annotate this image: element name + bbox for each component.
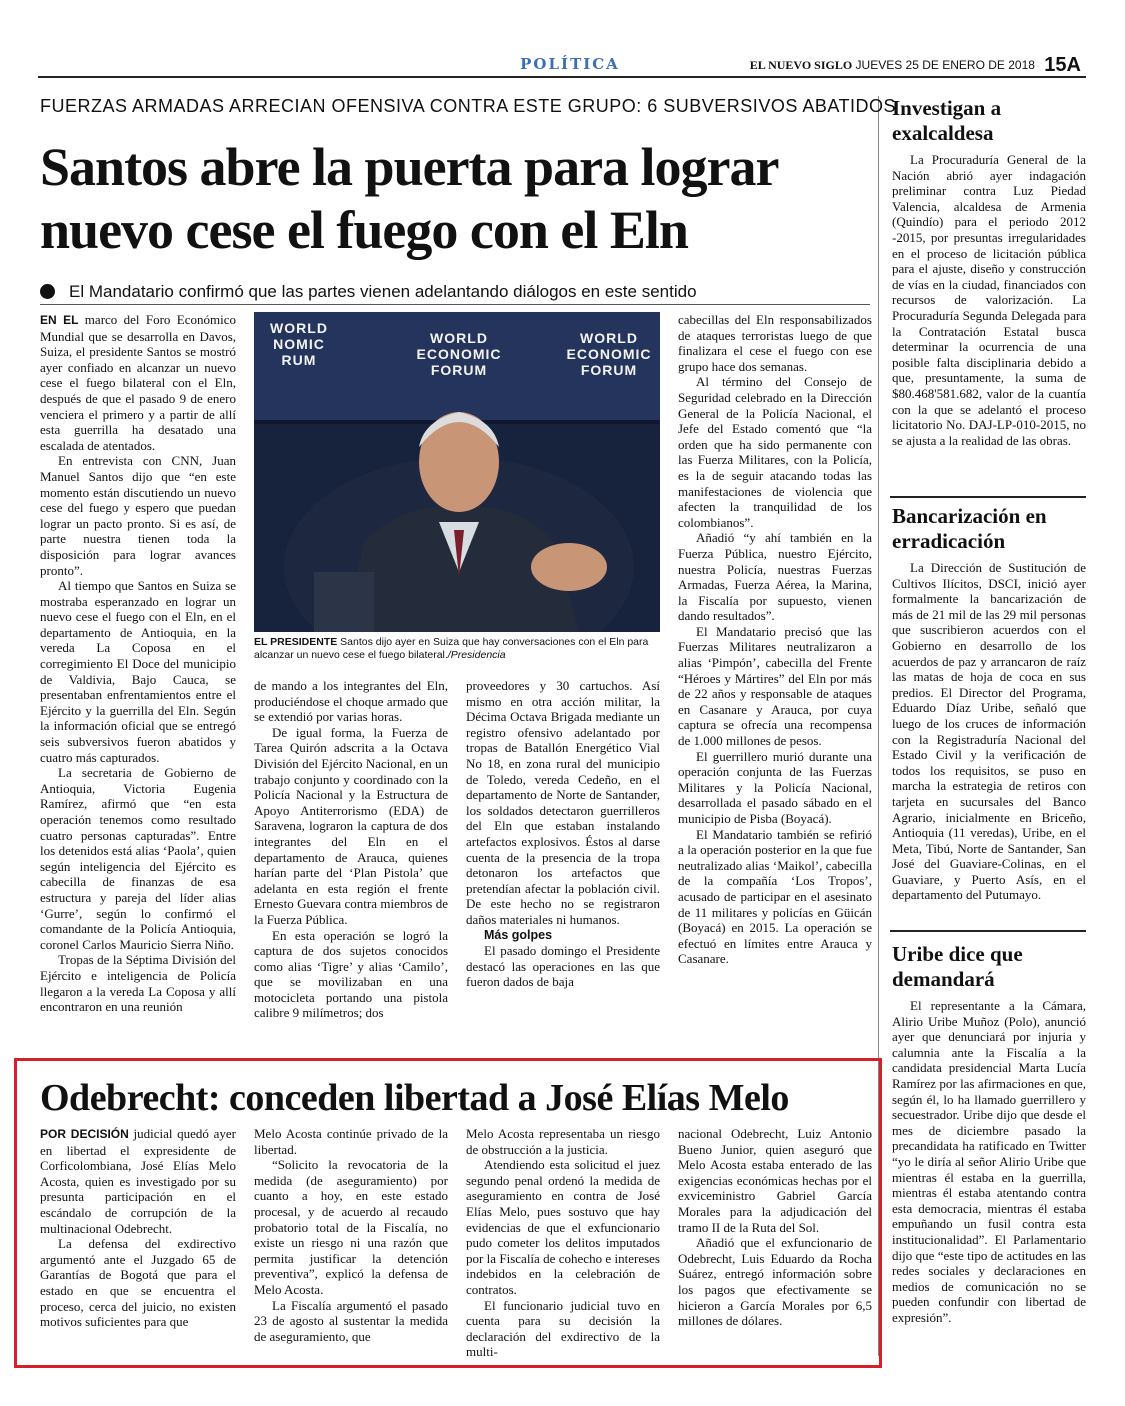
paragraph: Al término del Consejo de Seguridad celebrado en la Dirección General de la Policía Nacional, el Jefe del Estado comentó que “la orden que ha sido permanente con las Fuerza Militares, con la Policía, es la de seguir atacando todas las manifestaciones de violencia que afecten la tranquilidad de los colombianos”.	[678, 374, 872, 530]
section-label: POLÍTICA	[520, 55, 620, 73]
article-column-2	[254, 678, 448, 1021]
photo-credit: /Presidencia	[447, 649, 506, 661]
deck-text: El Mandatario confirmó que las partes vienen adelantando diálogos en este sentido	[69, 282, 697, 301]
paragraph: El representante a la Cámara, Alirio Uribe Muñoz (Polo), anunció ayer que denunciará por injuria y calumnia ante la Fiscalía a la candidata presidencial Marta Lucía Ramírez por las afirmaciones en que, según él, lo ha llamado guerrillero y secuestrador. Uribe dijo que desde el mes de diciembre pasado la precandidata ha ratificado en Twitter “yo le diría al señor Alirio Uribe que mientras él estaba en la guerrilla, mientras él estaba atentando contra esta democracia, mientras él estaba empuñando un fusil contra esta institucionalidad”. El Parlamentario dijo que “este tipo de actitudes en las redes sociales y declaraciones en medios de comunicación no se pueden confundir con libertad de expresión”.	[892, 998, 1086, 1325]
photo-banner-text: WORLD ECONOMIC FORUM	[566, 330, 652, 378]
odebrecht-column-3	[466, 1126, 660, 1360]
paragraph: cabecillas del Eln responsabilizados de ataques terroristas luego de que finalizara el cese el fuego con ese grupo hace dos semanas.	[678, 312, 872, 374]
paragraph: La defensa del exdirectivo argumentó ante el Juzgado 65 de Garantías de Bogotá que para el estado en que se encuentra el proceso, cerca del juicio, no existen motivos suficientes para que	[40, 1236, 236, 1330]
lead-in: EN EL	[40, 313, 79, 327]
paragraph: La Fiscalía argumentó el pasado 23 de agosto al sustentar la medida de aseguramiento, que	[254, 1297, 448, 1344]
bullet-icon	[40, 284, 55, 299]
paragraph: La secretaria de Gobierno de Antioquia, Victoria Eugenia Ramírez, afirmó que “en esta operación tenemos como resultado cuatro personas capturadas”. Entre los detenidos está alias ‘Paola’, quien según inteligencia del Ejército es cabecilla de finanzas de esa estructura y pareja del líder alias ‘Gurre’, según lo confirmó el comandante de la Policía Antioquia, coronel Carlos Mauricio Sierra Niño.	[40, 765, 236, 952]
sidebar-title: Bancarización en erradicación	[892, 504, 1047, 553]
sidebar-item-3	[892, 998, 1086, 1325]
sidebar-rule	[890, 930, 1086, 932]
article-column-4	[678, 312, 872, 967]
sidebar-title: Investigan a exalcaldesa	[892, 96, 1002, 145]
article-column-1	[40, 312, 236, 1015]
deck-rule	[40, 304, 870, 305]
sidebar-item-2	[892, 560, 1086, 903]
odebrecht-column-1	[40, 1126, 236, 1330]
paragraph: proveedores y 30 cartuchos. Así mismo en otra acción militar, la Décima Octava Brigada mediante un registro ofensivo adelantado por tropas de Batallón Energético Vial No 18, en zona rural del municipio de Toledo, vereda Cedeño, en el departamento de Norte de Santander, los soldados detectaron guerrilleros del Eln que estaban instalando artefactos explosivos. Éstos al darse cuenta de la presencia de la tropa detonaron los artefactos que pretendían afectar la población civil. De este hecho no se registraron daños materiales ni humanos.	[466, 678, 660, 927]
masthead	[750, 54, 1081, 77]
paragraph: Tropas de la Séptima División del Ejército e inteligencia de Policía llegaron a la vereda La Coposa y allí encontraron en una reunión	[40, 952, 236, 1015]
subhead: Más golpes	[484, 927, 553, 942]
article-column-3	[466, 678, 660, 990]
paragraph: El guerrillero murió durante una operación conjunta de las Fuerzas Militares y la Policía Nacional, desarrollada el pasado sábado en el municipio de Pisba (Boyacá).	[678, 748, 872, 826]
paragraph: La Procuraduría General de la Nación abrió ayer indagación preliminar contra Luz Piedad Valencia, alcaldesa de Armenia (Quindío) para el periodo 2012 -2015, por presuntas irregularidades en el proceso de licitación pública para el ajuste, diseño y construcción de vías en la ciudad, financiados con recursos de valorización. La Procuraduría Segunda Delegada para la Contratación Estatal busca determinar la ocurrencia de una posible falta disciplinaria debido a que, presuntamente, la suma de $80.468'581.682, valor de la cuantía con la que se adelantó el proceso licitatorio No. DAJ-LP-010-2015, no se ajusta a la realidad de las obras.	[892, 152, 1086, 448]
photo-caption: EL PRESIDENTE Santos dijo ayer en Suiza que hay conversaciones con el Eln para alcanzar un nuevo cese el fuego bilateral./Presidencia	[254, 636, 649, 661]
paragraph: “Solicito la revocatoria de la medida (de aseguramiento) por cuanto a hoy, en este estado procesal, y de acuerdo al recaudo probatorio total de la Fiscalía, no existe un riesgo ni una razón que permita justificar la detención preventiva”, explicó la defensa de Melo Acosta.	[254, 1157, 448, 1297]
paragraph: La Dirección de Sustitución de Cultivos Ilícitos, DSCI, inició ayer formalmente la bancarización de más de 21 mil de las 29 mil personas que suscribieron acuerdos con el Gobierno en desarrollo de los acuerdos de paz y arrancaron de raíz las matas de hoja de coca en sus predios. El Director del Programa, Eduardo Díaz Uribe, señaló que luego de los cruces de información con la Registraduría Nacional del Estado Civil y la verificación de todos los requisitos, se puso en marcha la estrategia de retiros con tarjeta en sucursales del Banco Agrario, inicialmente en Briceño, Antioquia (11 veredas), Uribe, en el Meta, Tibú, Norte de Santander, San José del Guaviare-Colinas, en el Guaviare, y Puerto Asís, en el departamento del Putumayo.	[892, 560, 1086, 903]
article-headline: Santos abre la puerta para lograr nuevo cese el fuego con el Eln	[40, 137, 778, 260]
paragraph: En entrevista con CNN, Juan Manuel Santos dijo que “en este momento están discutiendo un nuevo cese del fuego y espero que puedan lograr un pacto pronto. Si es así, de parte nuestra tienen toda la disposición para lograr avances pronto”.	[40, 453, 236, 578]
sidebar-title: Uribe dice que demandará	[892, 942, 1023, 991]
article-photo	[254, 312, 660, 632]
paragraph: El pasado domingo el Presidente destacó las operaciones en las que fueron dados de baja	[466, 943, 660, 990]
sidebar-item-1	[892, 152, 1086, 448]
odebrecht-headline: Odebrecht: conceden libertad a José Elías Melo	[40, 1077, 789, 1119]
issue-date: JUEVES 25 DE ENERO DE 2018	[855, 58, 1035, 72]
paragraph: nacional Odebrecht, Luiz Antonio Bueno Junior, quien aseguró que Melo Acosta estaba enterado de las exigencias económicas hechas por el exviceministro Gabriel García Morales para la adjudicación del tramo II de la Ruta del Sol.	[678, 1126, 872, 1235]
odebrecht-column-2	[254, 1126, 448, 1344]
article-deck	[40, 282, 870, 302]
page-number: 15A	[1044, 54, 1081, 76]
paragraph: Atendiendo esta solicitud el juez segundo penal ordenó la medida de aseguramiento en contra de José Elías Melo, pues sostuvo que hay evidencias de que el exfuncionario pudo cometer los delitos imputados por la Fiscalía de cohecho e intereses indebidos en la celebración de contratos.	[466, 1157, 660, 1297]
paragraph: El Mandatario también se refirió a la operación posterior en la que fue neutralizado alias ‘Maikol’, cabecilla de la compañía ‘Los Tropos’, acusado de participar en el asesinato de 11 militares y policías en Güicán (Boyacá) en 2015. La operación se efectuó en límites entre Arauca y Casanare.	[678, 826, 872, 967]
sidebar-rule	[890, 496, 1086, 498]
odebrecht-column-4	[678, 1126, 872, 1329]
photo-banner-text: WORLD NOMIC RUM	[270, 320, 328, 368]
paragraph: Melo Acosta continúe privado de la libertad.	[254, 1126, 448, 1157]
newspaper-name: EL NUEVO SIGLO	[749, 58, 853, 72]
paragraph: El funcionario judicial tuvo en cuenta para su decisión la declaración del exdirectivo de la multi-	[466, 1297, 660, 1360]
photo-banner-text: WORLD ECONOMIC FORUM	[416, 330, 502, 378]
paragraph: Al tiempo que Santos en Suiza se mostraba esperanzado en lograr un nuevo cese el fuego con el Eln, en el departamento de Antioquia, en la vereda La Coposa en el corregimiento El Doce del municipio de Valdivia, Bajo Cauca, se presentaban enfrentamientos entre el Ejército y la guerrilla del Eln. Según la información oficial que se entregó seis subversivos fueron abatidos y cuatro más capturados.	[40, 578, 236, 765]
lead-in: POR DECISIÓN	[40, 1127, 129, 1141]
header-rule	[38, 76, 1086, 78]
paragraph: En esta operación se logró la captura de dos sujetos conocidos como alias ‘Tigre’ y alias ‘Camilo’, que se movilizaban en una motocicleta portando una pistola calibre 9 milímetros; dos	[254, 927, 448, 1021]
paragraph: Melo Acosta representaba un riesgo de obstrucción a la justicia.	[466, 1126, 660, 1157]
paragraph: EN EL marco del Foro Económico Mundial que se desarrolla en Davos, Suiza, el presidente Santos se mostró ayer confiado en alcanzar un nuevo cese el fuego bilateral con el Eln, después de que el pasado 9 de enero venciera el primero y a partir de allí esta guerrilla ha desatado una escalada de atentados.	[40, 312, 236, 453]
article-kicker: FUERZAS ARMADAS ARRECIAN OFENSIVA CONTRA ESTE GRUPO: 6 SUBVERSIVOS ABATIDOS	[40, 96, 897, 116]
paragraph: POR DECISIÓN judicial quedó ayer en libertad el expresidente de Corficolombiana, José Elías Melo Acosta, quien es investigado por su presunta participación en el escándalo de corrupción de la multinacional Odebrecht.	[40, 1126, 236, 1236]
paragraph: Añadió que el exfuncionario de Odebrecht, Luis Eduardo da Rocha Suárez, entregó información sobre los pagos que efectivamente se hicieron a García Morales por 6,5 millones de dólares.	[678, 1235, 872, 1329]
caption-lead: EL PRESIDENTE	[254, 636, 338, 648]
paragraph: de mando a los integrantes del Eln, produciéndose el choque armado que se extendió por varias horas.	[254, 678, 448, 725]
paragraph: De igual forma, la Fuerza de Tarea Quirón adscrita a la Octava División del Ejército Nacional, en un trabajo conjunto y coordinado con la Policía Nacional y la Estructura de Apoyo Antiterrorismo (EDA) de Saravena, lograron la captura de dos integrantes del Eln en el departamento de Arauca, quienes harían parte del ‘Plan Pistola’ que adelanta en esta región el frente Ernesto Guevara contra miembros de la Fuerza Pública.	[254, 724, 448, 927]
paragraph: El Mandatario precisó que las Fuerzas Militares neutralizaron a alias ‘Pimpón’, cabecilla del Frente “Héroes y Mártires” del Eln por más de 22 años y responsable de ataques en Casanare y Arauca, por cuya captura se ofrecía una recompensa de 1.000 millones de pesos.	[678, 623, 872, 749]
paragraph: Añadió “y ahí también en la Fuerza Pública, nuestro Ejército, nuestra Policía, nuestras Fuerzas Armadas, Fuerza Aérea, la Marina, la Fiscalía por supuesto, vienen dando resultados”.	[678, 530, 872, 624]
